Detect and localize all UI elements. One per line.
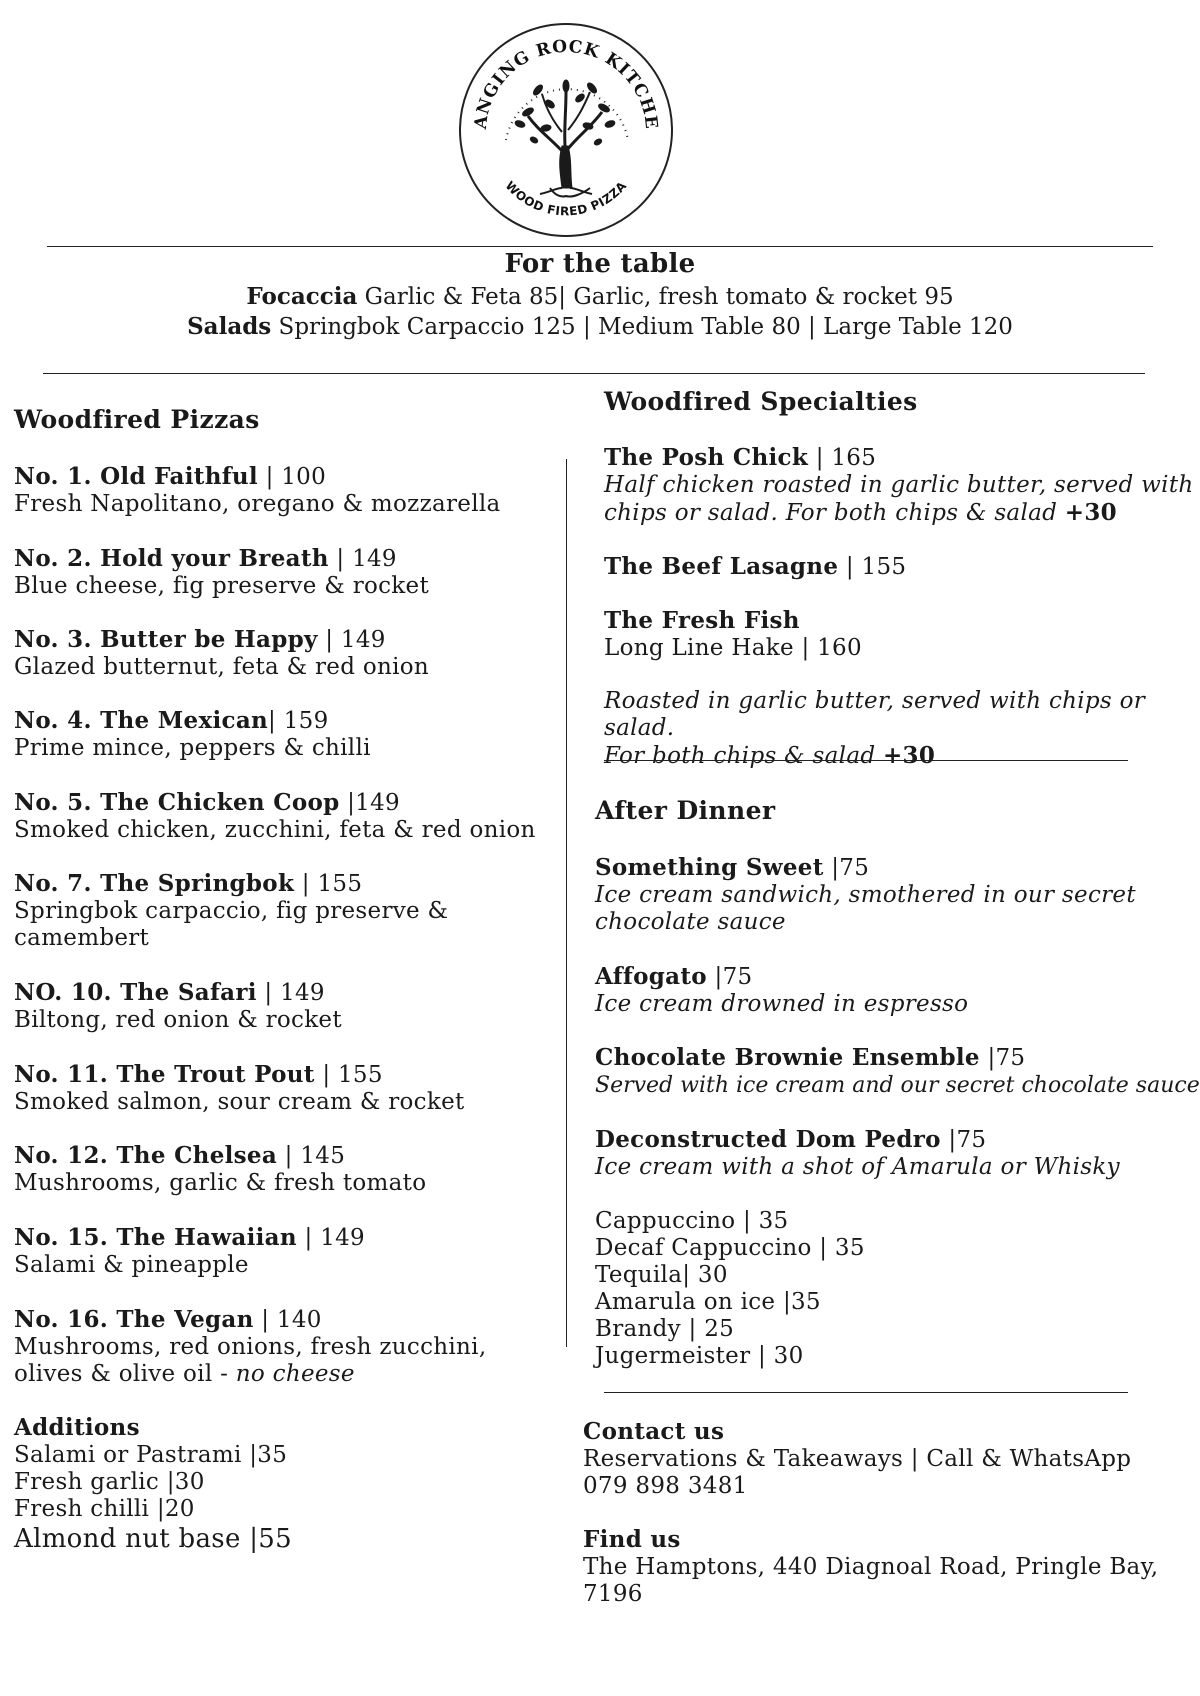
pizza-desc: Mushrooms, garlic & fresh tomato xyxy=(14,1170,427,1196)
find-us-heading: Find us xyxy=(583,1526,681,1553)
additions-block xyxy=(14,1414,292,1555)
dessert-price: |75 xyxy=(940,1127,987,1153)
dessert-name: Something Sweet xyxy=(595,854,824,881)
salads-line xyxy=(0,312,1200,342)
pizza-price: | 149 xyxy=(296,1225,365,1251)
dessert-name: Chocolate Brownie Ensemble xyxy=(595,1044,980,1071)
dessert-item xyxy=(595,1044,1200,1099)
specialty-desc-continued xyxy=(604,499,1193,527)
pizza-name: No. 1. Old Faithful xyxy=(14,463,258,490)
specialty-name: The Beef Lasagne xyxy=(604,553,839,580)
dessert-desc: Ice cream with a shot of Amarula or Whisky xyxy=(595,1154,1120,1180)
specialty-name: The Fresh Fish xyxy=(604,607,800,634)
extra-price: +30 xyxy=(882,742,936,769)
pizza-item xyxy=(14,979,342,1034)
logo-name-arc: ANGING ROCK KITCHE xyxy=(470,36,662,131)
pizza-price: | 145 xyxy=(277,1143,346,1169)
focaccia-line xyxy=(0,282,1200,312)
addition-item: Almond nut base |55 xyxy=(14,1524,292,1554)
dessert-name: Deconstructed Dom Pedro xyxy=(595,1126,941,1153)
specialty-price: | 155 xyxy=(838,554,907,580)
pizza-name: No. 11. The Trout Pout xyxy=(14,1061,315,1088)
pizza-item xyxy=(14,463,501,518)
pizza-desc: Biltong, red onion & rocket xyxy=(14,1007,342,1033)
svg-text:HANGING ROCK KITCHEN xyxy=(450,12,661,131)
pizza-item xyxy=(14,870,448,952)
pizza-price: |149 xyxy=(339,790,400,816)
specialty-item-lasagne xyxy=(604,553,906,581)
focaccia-text: Garlic & Feta 85| Garlic, fresh tomato & rocket 95 xyxy=(357,284,954,310)
addition-item: Fresh chilli |20 xyxy=(14,1496,195,1522)
dessert-item xyxy=(595,854,1136,936)
pizza-item xyxy=(14,545,429,600)
dessert-desc: Ice cream drowned in espresso xyxy=(595,991,969,1017)
for-the-table-heading: For the table xyxy=(504,249,696,279)
drinks-list xyxy=(595,1208,865,1370)
specialty-detail: Long Line Hake | 160 xyxy=(604,635,862,661)
extra-price: +30 xyxy=(1064,499,1117,526)
pizza-item xyxy=(14,707,371,762)
column-divider xyxy=(566,459,567,1347)
drink-item: Brandy | 25 xyxy=(595,1316,735,1342)
postal-code: 7196 xyxy=(583,1581,643,1607)
focaccia-label: Focaccia xyxy=(246,283,358,310)
after-dinner-divider xyxy=(604,1392,1128,1393)
dessert-item xyxy=(595,1126,1120,1181)
pizza-name: No. 2. Hold your Breath xyxy=(14,545,329,572)
specialty-item-fish xyxy=(604,607,862,662)
pizza-name: No. 7. The Springbok xyxy=(14,870,295,897)
pizza-desc: Mushrooms, red onions, fresh zucchini, xyxy=(14,1334,487,1360)
pizza-name: No. 16. The Vegan xyxy=(14,1306,254,1333)
pizza-desc: Smoked chicken, zucchini, feta & red onion xyxy=(14,817,536,843)
drink-item: Cappuccino | 35 xyxy=(595,1208,789,1234)
pizza-desc-continued xyxy=(14,1361,486,1388)
contact-phone: 079 898 3481 xyxy=(583,1473,748,1499)
drink-item: Amarula on ice |35 xyxy=(595,1289,821,1315)
pizza-price: | 100 xyxy=(257,464,327,490)
pizza-price: | 155 xyxy=(314,1062,383,1088)
pizza-name: No. 4. The Mexican xyxy=(14,707,269,734)
pizza-desc: Blue cheese, fig preserve & rocket xyxy=(14,573,430,599)
find-us-block xyxy=(583,1526,1158,1608)
addition-item: Salami or Pastrami |35 xyxy=(14,1442,288,1468)
pizza-item xyxy=(14,1061,465,1116)
after-dinner-heading: After Dinner xyxy=(595,796,776,825)
specialty-fish-desc xyxy=(604,688,1200,770)
specialty-name: The Posh Chick xyxy=(604,444,809,471)
pizza-desc: Smoked salmon, sour cream & rocket xyxy=(14,1089,465,1115)
additions-heading: Additions xyxy=(14,1414,140,1441)
specialty-desc: Roasted in garlic butter, served with chips or salad. xyxy=(604,688,1146,741)
dessert-price: |75 xyxy=(706,964,753,990)
pizza-desc: Fresh Napolitano, oregano & mozzarella xyxy=(14,491,501,517)
pizza-price: | 149 xyxy=(256,980,325,1006)
drink-item: Tequila| 30 xyxy=(595,1262,728,1288)
pizza-item xyxy=(14,1306,486,1388)
restaurant-logo xyxy=(450,12,682,244)
pizza-name: No. 5. The Chicken Coop xyxy=(14,789,340,816)
specialty-desc: Half chicken roasted in garlic butter, served with xyxy=(604,472,1194,498)
pizza-desc-text: olives & olive oil - xyxy=(14,1361,236,1387)
pizza-desc: Prime mince, peppers & chilli xyxy=(14,735,371,761)
pizza-desc: Salami & pineapple xyxy=(14,1252,249,1278)
pizza-price: | 155 xyxy=(294,871,363,897)
specialty-price: | 165 xyxy=(808,445,877,471)
pizza-desc-continued: camembert xyxy=(14,925,150,951)
drink-item: Decaf Cappuccino | 35 xyxy=(595,1235,865,1261)
contact-heading: Contact us xyxy=(583,1418,725,1445)
pizza-desc: Springbok carpaccio, fig preserve & xyxy=(14,898,449,924)
specialties-heading: Woodfired Specialties xyxy=(604,387,918,416)
specialties-divider xyxy=(604,760,1128,761)
dessert-price: |75 xyxy=(823,855,870,881)
pizza-item xyxy=(14,626,429,681)
pizza-price: | 149 xyxy=(317,627,386,653)
pizza-item xyxy=(14,1142,426,1197)
pizza-name: No. 3. Butter be Happy xyxy=(14,626,318,653)
specialty-desc-continued xyxy=(604,742,1200,770)
pizza-name: No. 12. The Chelsea xyxy=(14,1142,278,1169)
pizza-price: | 140 xyxy=(253,1307,322,1333)
dessert-item xyxy=(595,963,968,1018)
pizza-desc: Glazed butternut, feta & red onion xyxy=(14,654,430,680)
dessert-desc: Served with ice cream and our secret chocolate sauce xyxy=(595,1073,1200,1098)
pizza-price: | 159 xyxy=(268,708,329,734)
specialty-desc-text: For both chips & salad xyxy=(604,743,883,769)
drink-item: Jugermeister | 30 xyxy=(595,1343,804,1369)
for-the-table-section xyxy=(0,246,1200,342)
specialty-item-posh-chick xyxy=(604,444,1193,527)
salads-label: Salads xyxy=(187,313,272,340)
dessert-desc-continued: chocolate sauce xyxy=(595,909,786,935)
addition-item: Fresh garlic |30 xyxy=(14,1469,205,1495)
pizza-name: NO. 10. The Safari xyxy=(14,979,257,1006)
pizza-item xyxy=(14,789,536,844)
section-divider xyxy=(43,373,1145,374)
dessert-name: Affogato xyxy=(595,963,707,990)
address-line: The Hamptons, 440 Diagnoal Road, Pringle Bay, xyxy=(583,1554,1159,1580)
salads-text: Springbok Carpaccio 125 | Medium Table 80 | Large Table 120 xyxy=(271,314,1013,340)
logo-tagline-arc: WOOD FIRED PIZZA xyxy=(502,178,630,219)
pizzas-heading: Woodfired Pizzas xyxy=(14,405,260,434)
pizza-price: | 149 xyxy=(328,546,397,572)
dessert-price: |75 xyxy=(979,1045,1026,1071)
pizza-item xyxy=(14,1224,365,1279)
dessert-desc: Ice cream sandwich, smothered in our secret xyxy=(595,882,1136,908)
no-cheese-note: no cheese xyxy=(235,1361,355,1387)
pizza-name: No. 15. The Hawaiian xyxy=(14,1224,297,1251)
contact-line: Reservations & Takeaways | Call & WhatsApp xyxy=(583,1446,1132,1472)
contact-block xyxy=(583,1418,1131,1500)
specialty-desc-text: chips or salad. For both chips & salad xyxy=(604,500,1065,526)
